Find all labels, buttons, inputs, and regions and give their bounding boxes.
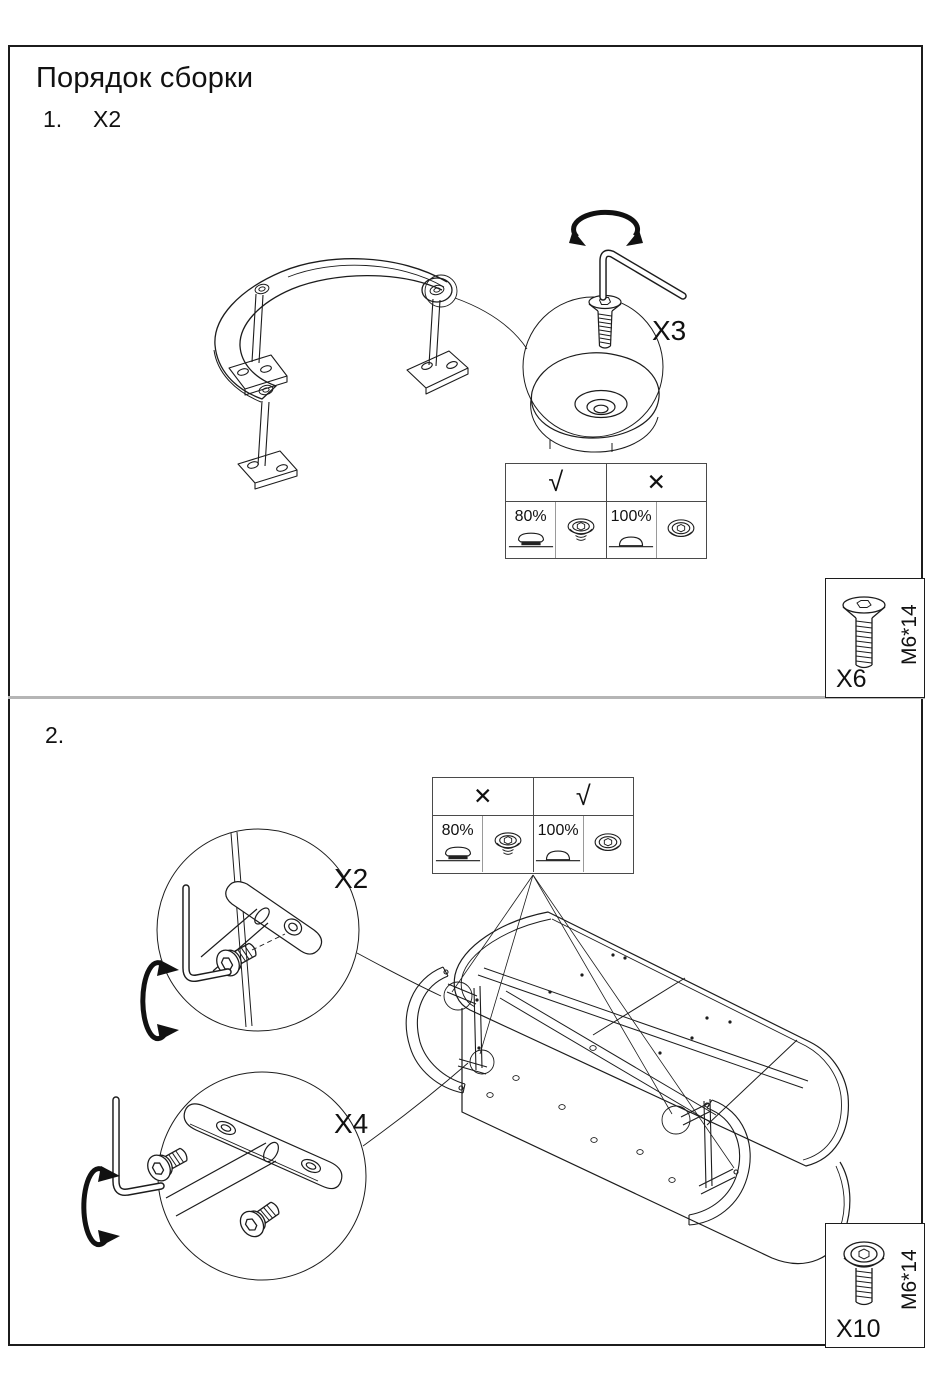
- hardware-box-step2: [825, 1223, 925, 1348]
- tightening-table-step1: [505, 463, 707, 559]
- left-leg-drawing: [406, 967, 487, 1093]
- screw-spec-label: M6*14: [898, 604, 921, 665]
- screw-top-proud-icon: [485, 828, 531, 860]
- screw-side-80-icon: [434, 839, 482, 866]
- callout-x4: X4: [334, 1108, 369, 1139]
- percent-label: 100%: [537, 822, 579, 839]
- x2-detail-circle: [143, 829, 441, 1040]
- right-leg-drawing: [681, 1099, 750, 1225]
- detail-leader-line: [455, 298, 527, 349]
- x4-detail-circle: [84, 1063, 468, 1280]
- callout-x3: X3: [652, 315, 687, 346]
- screw-top-flush-cell: [656, 502, 706, 558]
- screw-top-proud-icon: [558, 514, 604, 546]
- cross-mark: ✕: [473, 783, 493, 809]
- screw-top-proud-cell: [555, 502, 605, 558]
- screw-side-100-icon: [607, 525, 655, 552]
- step2-number: 2.: [45, 722, 65, 748]
- curved-frame-drawing: [214, 259, 468, 489]
- screw-side-100-icon: [534, 839, 582, 866]
- screw-side-80-icon: [507, 525, 555, 552]
- torque-80-cell: [506, 502, 555, 558]
- rotation-arrow-icon: [569, 212, 643, 246]
- step1-quantity: X2: [93, 106, 122, 132]
- hardware-box-step1: [825, 578, 925, 698]
- screw-spec-label: M6*14: [898, 1249, 921, 1310]
- cross-mark: ✕: [606, 464, 707, 501]
- countersunk-screw-drawing: [589, 296, 621, 349]
- torque-100-cell: [606, 502, 656, 558]
- check-mark: √: [548, 467, 564, 497]
- screw-count-label: X10: [836, 1315, 881, 1343]
- check-mark: √: [533, 778, 634, 815]
- tightening-table-step2: [432, 777, 634, 874]
- rotation-arrow-icon: [143, 960, 179, 1040]
- step1-number: 1.: [43, 106, 63, 132]
- screw-count-label: X6: [836, 665, 867, 693]
- torque-80-cell: [433, 816, 482, 872]
- page-title: Порядок сборки: [36, 62, 254, 94]
- section-divider: [8, 696, 925, 699]
- percent-label: 80%: [441, 822, 474, 839]
- torque-100-cell: [533, 816, 583, 872]
- screw-top-flush-cell: [583, 816, 633, 872]
- screw-top-proud-cell: [482, 816, 532, 872]
- percent-label: 80%: [514, 508, 547, 525]
- callout-x2: X2: [334, 863, 369, 894]
- cabinet-drawing: [406, 875, 850, 1263]
- hex-key-icon: [603, 253, 683, 297]
- screw-detail-circle: [425, 212, 683, 452]
- screw-top-flush-icon: [658, 514, 704, 546]
- screw-top-flush-icon: [585, 828, 631, 860]
- percent-label: 100%: [610, 508, 652, 525]
